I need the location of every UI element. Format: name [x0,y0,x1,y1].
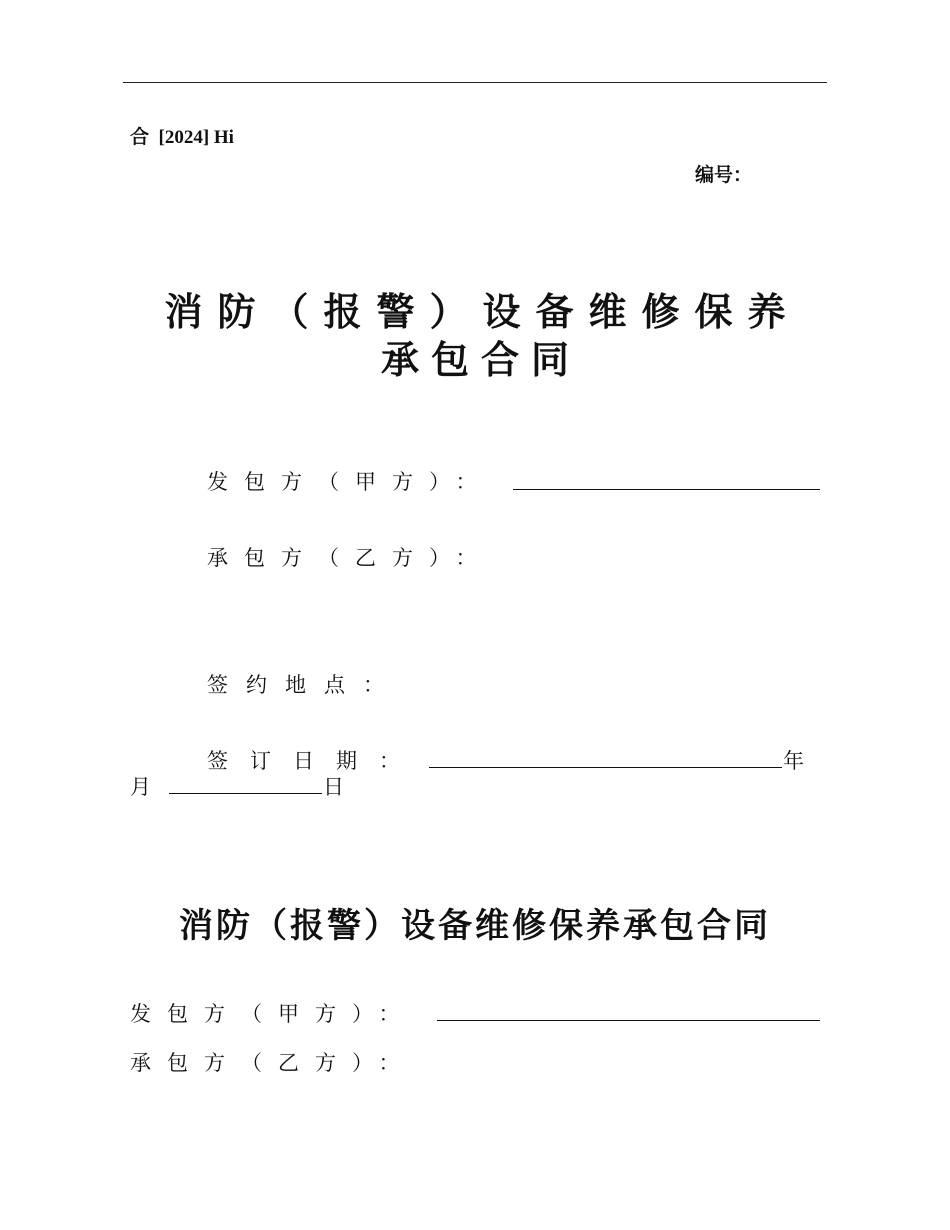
cover-sign-place-label: 签约地点： [207,673,402,697]
body-title: 消防（报警）设备维修保养承包合同 [179,906,771,946]
body-party-b-label: 承包方（乙方）： [130,1051,416,1075]
cover-party-b-label: 承包方（乙方）： [207,546,493,570]
cover-sign-place [207,669,402,699]
contract-code: 合 [2024] Hi [130,127,234,148]
header-rule [123,82,827,83]
body-party-a-label: 发包方（甲方）： [130,1002,416,1026]
cover-year-blank [429,767,782,768]
body-party-a [130,998,416,1028]
cover-title [130,288,820,384]
cover-month-blank [169,793,322,794]
cover-party-a-label: 发包方（甲方）： [207,470,493,494]
cover-day-text: 日 [323,775,344,799]
contract-number-label: 编号： [695,164,753,186]
cover-party-a [207,466,493,496]
cover-sign-date [207,745,422,775]
cover-party-b [207,542,493,572]
cover-year-text: 年 [783,749,804,773]
cover-sign-date-label: 签订日期： [207,749,422,773]
body-party-b [130,1047,416,1077]
body-party-a-blank [437,1020,820,1021]
cover-title-line2: 承包合同 [380,337,581,382]
cover-month-text: 月 [130,775,151,799]
cover-title-line1: 消防（报警）设备维修保养 [164,289,801,334]
cover-party-a-blank [513,489,820,490]
